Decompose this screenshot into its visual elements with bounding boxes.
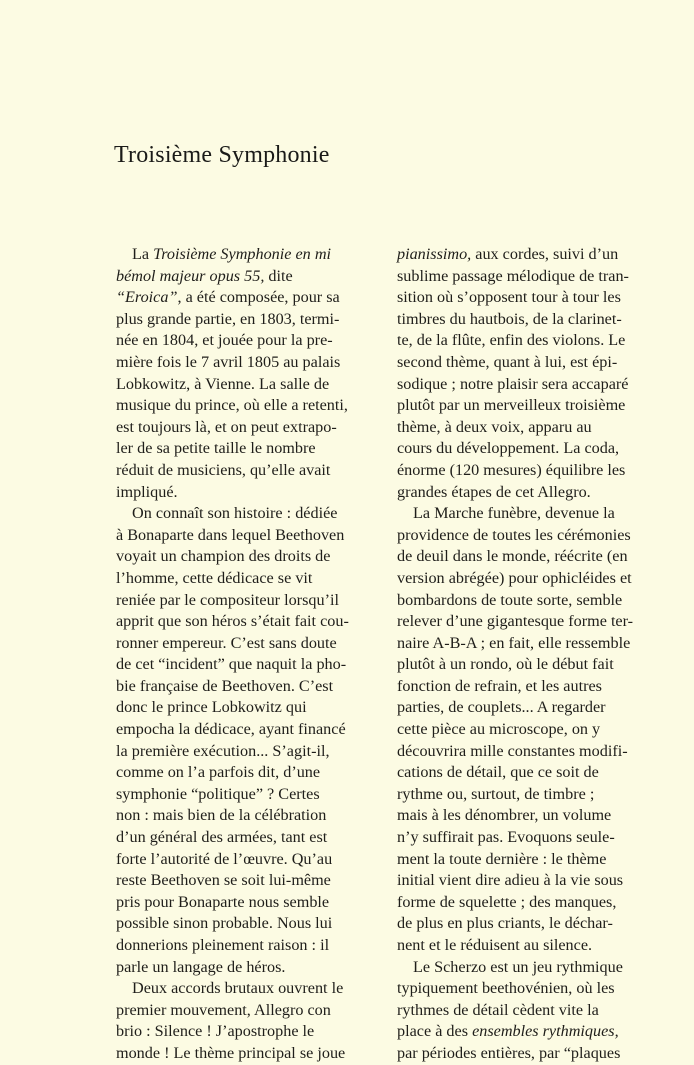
text-line (397, 697, 665, 719)
text-line (116, 611, 384, 633)
text-line (397, 330, 665, 352)
text-segment: fonction de refrain, et les autres (397, 676, 602, 695)
text-line (397, 892, 665, 914)
text-segment: , a été composée, pour sa (177, 288, 340, 307)
text-line (116, 244, 384, 266)
text-line (116, 590, 384, 612)
text-segment: mière fois le 7 avril 1805 au palais (116, 352, 341, 371)
text-line (116, 438, 384, 460)
text-segment: timbres du hautbois, de la clarinet- (397, 309, 622, 328)
text-line (116, 697, 384, 719)
text-segment: d’un général des armées, tant est (116, 828, 328, 847)
text-line (116, 525, 384, 547)
text-line (116, 633, 384, 655)
text-line (116, 805, 384, 827)
right-column (397, 244, 665, 1065)
text-segment: n’y suffirait pas. Evoquons seule- (397, 828, 615, 847)
text-line (397, 525, 665, 547)
text-segment: ment la toute dernière : le thème (397, 849, 607, 868)
text-line (116, 503, 384, 525)
text-segment: musique du prince, où elle a retenti, (116, 396, 348, 415)
text-line (397, 482, 665, 504)
text-segment: de plus en plus criants, le déchar- (397, 914, 613, 933)
text-segment: aux cordes, suivi d’un (471, 245, 619, 263)
text-line (397, 913, 665, 935)
text-line (116, 482, 384, 504)
text-line (116, 849, 384, 871)
text-segment: cours du développement. La coda, (397, 439, 620, 458)
text-line (397, 568, 665, 590)
text-line (397, 633, 665, 655)
text-line (397, 827, 665, 849)
text-line (116, 568, 384, 590)
text-line (397, 762, 665, 784)
text-line (116, 762, 384, 784)
text-line (397, 1021, 665, 1043)
text-line (397, 870, 665, 892)
italic-text: “Eroica” (116, 288, 178, 307)
text-line (116, 546, 384, 568)
text-line (397, 719, 665, 741)
text-segment: voyait un champion des droits de (116, 547, 331, 566)
text-segment: de deuil dans le monde, réécrite (en (397, 547, 628, 566)
text-segment: parle un langage de héros. (116, 957, 286, 976)
text-segment: ler de sa petite taille le nombre (116, 439, 316, 458)
text-line (397, 957, 665, 979)
text-segment: providence de toutes les cérémonies (397, 525, 631, 544)
text-segment: donc le prince Lobkowitz qui (116, 698, 307, 717)
text-line (116, 1021, 384, 1043)
text-line (116, 266, 384, 288)
text-segment: apprit que son héros s’était fait cou- (116, 612, 349, 631)
left-column (116, 244, 384, 1065)
text-segment: cations de détail, que ce soit de (397, 763, 599, 782)
text-segment: est toujours là, et on peut extrapo- (116, 417, 337, 436)
text-segment: de cet “incident” que naquit la pho- (116, 655, 347, 674)
text-line (397, 460, 665, 482)
text-line (397, 266, 665, 288)
text-line (116, 957, 384, 979)
text-line (397, 1043, 665, 1065)
text-segment: réduit de musiciens, qu’elle avait (116, 460, 331, 479)
italic-text: Troisième Symphonie en mi (153, 245, 332, 263)
text-segment: par périodes entières, par “plaques (397, 1043, 621, 1062)
text-segment: bie française de Beethoven. C’est (116, 676, 334, 695)
text-segment: monde ! Le thème principal se joue (116, 1043, 346, 1062)
text-segment: thème, à deux voix, apparu au (397, 417, 592, 436)
text-line (116, 719, 384, 741)
text-segment: pris pour Bonaparte nous semble (116, 892, 330, 911)
text-line (116, 395, 384, 417)
text-segment: la première exécution... S’agit-il, (116, 741, 330, 760)
text-line (116, 654, 384, 676)
text-line (116, 352, 384, 374)
text-segment: ronner empereur. C’est sans doute (116, 633, 337, 652)
text-segment: La (132, 245, 154, 263)
text-line (397, 395, 665, 417)
text-segment: forte l’autorité de l’œuvre. Qu’au (116, 849, 333, 868)
text-line (397, 352, 665, 374)
text-segment: énorme (120 mesures) équilibre les (397, 460, 626, 479)
text-line (116, 374, 384, 396)
text-segment: typiquement beethovénien, où les (397, 979, 615, 998)
text-segment: rythme ou, surtout, de timbre ; (397, 784, 595, 803)
text-segment: symphonie “politique” ? Certes (116, 784, 320, 803)
text-line (116, 1043, 384, 1065)
text-segment: découvrira mille constantes modifi- (397, 741, 628, 760)
text-segment: brio : Silence ! J’apostrophe le (116, 1022, 315, 1041)
text-line (397, 438, 665, 460)
text-segment: dite (264, 266, 293, 285)
text-segment: version abrégée) pour ophicléides et (397, 568, 632, 587)
text-segment: place à des (397, 1022, 473, 1041)
text-line (116, 330, 384, 352)
text-line (116, 1000, 384, 1022)
text-segment: donnerions pleinement raison : il (116, 936, 330, 954)
text-line (116, 417, 384, 439)
text-segment: reste Beethoven se soit lui-même (116, 871, 331, 890)
text-segment: l’homme, cette dédicace se vit (116, 568, 313, 587)
page-title: Troisième Symphonie (114, 142, 330, 168)
text-segment: second thème, quant à lui, est épi- (397, 352, 618, 371)
text-segment: initial vient dire adieu à la vie sous (397, 871, 624, 890)
text-segment: forme de squelette ; des manques, (397, 892, 617, 911)
text-line (397, 287, 665, 309)
text-line (397, 309, 665, 331)
text-segment: née en 1804, et jouée pour la pre- (116, 331, 333, 350)
text-line (116, 935, 384, 957)
text-segment: sodique ; notre plaisir sera accaparé (397, 374, 629, 393)
text-segment: relever d’une gigantesque forme ter- (397, 612, 634, 631)
text-segment: plutôt par un merveilleux troisième (397, 396, 626, 415)
text-segment: plutôt à un rondo, où le début fait (397, 655, 614, 674)
text-segment: possible sinon probable. Nous lui (116, 914, 333, 933)
text-line (397, 503, 665, 525)
text-segment: Deux accords brutaux ouvrent le (132, 979, 344, 998)
text-segment: sition où s’opposent tour à tour les (397, 288, 621, 307)
text-segment: reniée par le compositeur lorsqu’il (116, 590, 339, 609)
text-line (397, 676, 665, 698)
text-line (397, 805, 665, 827)
text-segment: mais à les dénombrer, un volume (397, 806, 612, 825)
text-segment: grandes étapes de cet Allegro. (397, 482, 591, 501)
text-line (116, 827, 384, 849)
text-line (397, 244, 665, 266)
text-line (116, 287, 384, 309)
italic-text: ensembles rythmiques, (472, 1022, 619, 1041)
text-segment: à Bonaparte dans lequel Beethoven (116, 525, 345, 544)
italic-text: pianissimo, (397, 245, 472, 263)
italic-text: bémol majeur opus 55, (116, 266, 265, 285)
text-segment: bombardons de toute sorte, semble (397, 590, 623, 609)
text-line (397, 590, 665, 612)
text-segment: sublime passage mélodique de tran- (397, 266, 629, 285)
text-segment: comme on l’a parfois dit, d’une (116, 763, 321, 782)
text-line (397, 374, 665, 396)
text-segment: te, de la flûte, enfin des violons. Le (397, 331, 626, 350)
text-segment: plus grande partie, en 1803, termi- (116, 309, 340, 328)
text-line (116, 784, 384, 806)
text-line (116, 913, 384, 935)
text-line (397, 654, 665, 676)
text-segment: Le Scherzo est un jeu rythmique (413, 957, 623, 976)
text-line (397, 611, 665, 633)
text-line (116, 892, 384, 914)
text-line (116, 741, 384, 763)
text-line (397, 741, 665, 763)
text-line (397, 546, 665, 568)
text-segment: rythmes de détail cèdent vite la (397, 1000, 599, 1019)
text-line (116, 676, 384, 698)
text-segment: empocha la dédicace, ayant financé (116, 720, 346, 739)
text-segment: On connaît son histoire : dédiée (132, 504, 338, 523)
text-line (116, 460, 384, 482)
text-segment: cette pièce au microscope, on y (397, 720, 601, 739)
text-segment: Lobkowitz, à Vienne. La salle de (116, 374, 330, 393)
text-line (397, 849, 665, 871)
text-segment: non : mais bien de la célébration (116, 806, 327, 825)
text-line (116, 309, 384, 331)
text-line (397, 784, 665, 806)
text-segment: nent et le réduisent au silence. (397, 936, 593, 954)
text-segment: La Marche funèbre, devenue la (413, 504, 615, 523)
text-segment: premier mouvement, Allegro con (116, 1000, 331, 1019)
text-line (397, 1000, 665, 1022)
text-line (116, 978, 384, 1000)
text-line (116, 870, 384, 892)
text-segment: impliqué. (116, 482, 178, 501)
text-line (397, 935, 665, 957)
text-line (397, 417, 665, 439)
text-line (397, 978, 665, 1000)
text-segment: parties, de couplets... A regarder (397, 698, 606, 717)
text-segment: naire A-B-A ; en fait, elle ressemble (397, 633, 631, 652)
